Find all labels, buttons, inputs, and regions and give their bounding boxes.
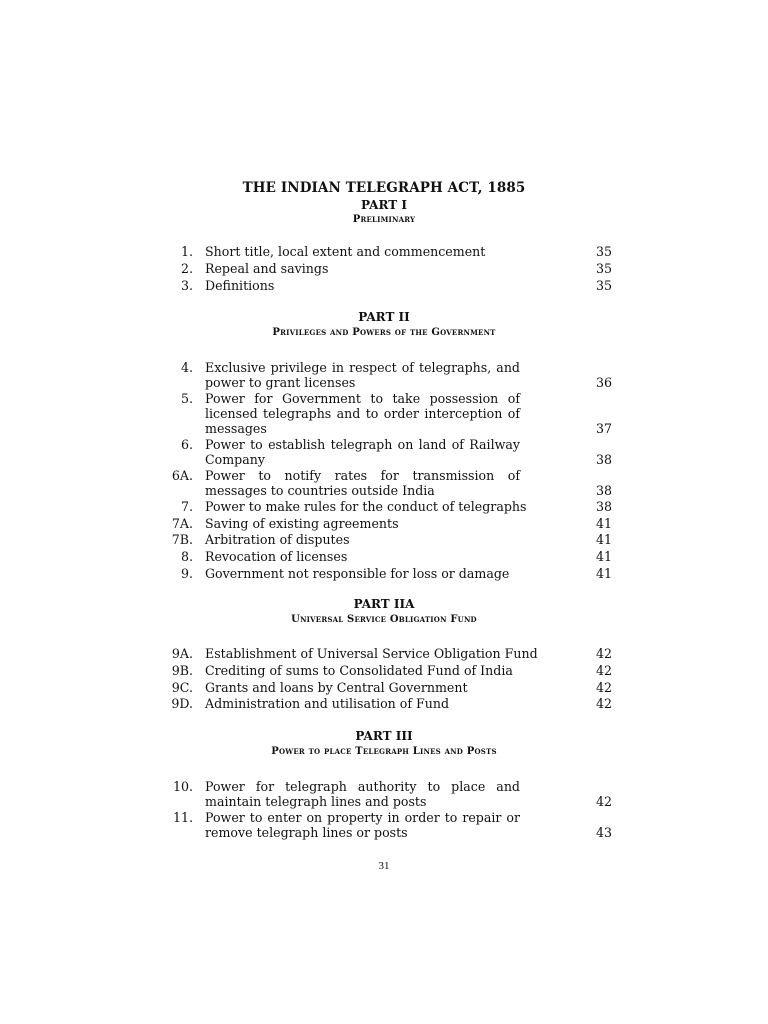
toc-entry: [160, 278, 620, 295]
section-number: 11.: [172, 810, 193, 825]
section-number: 9D.: [171, 696, 193, 711]
section-number: 1.: [180, 244, 193, 259]
page-number: 31: [378, 860, 390, 872]
toc-entry: [160, 696, 620, 713]
section-number: 9.: [180, 566, 193, 581]
section-number: 7.: [180, 499, 193, 514]
page-ref: 43: [595, 825, 612, 840]
section-title: Government not responsible for loss or damage: [205, 566, 510, 581]
toc-entry: [160, 499, 620, 516]
section-number: 2.: [180, 261, 193, 276]
page-ref: 42: [595, 663, 612, 678]
page-ref: 38: [595, 483, 612, 498]
section-title: Power to notify rates for transmission of messages to countries outside India: [205, 468, 520, 498]
toc-entry: [160, 663, 620, 680]
toc-entry: [160, 680, 620, 696]
part-heading: PART IIA: [353, 597, 415, 611]
toc-part-2: [160, 360, 620, 583]
toc-entry: [160, 532, 620, 549]
page-ref: 42: [595, 794, 612, 809]
part-subtitle: Privileges and Powers of the Government: [272, 327, 496, 338]
section-title: Short title, local extent and commencement: [205, 244, 486, 259]
section-title: Power for Government to take possession of licensed telegraphs and to order interception of messages: [205, 391, 520, 436]
section-title: Repeal and savings: [205, 261, 329, 276]
section-title: Crediting of sums to Consolidated Fund of India: [205, 663, 513, 678]
section-title: Power for telegraph authority to place and maintain telegraph lines and posts: [205, 779, 520, 809]
page-ref: 35: [595, 261, 612, 276]
section-title: Exclusive privilege in respect of telegraphs, and power to grant licenses: [205, 360, 520, 390]
toc-entry: [160, 244, 620, 261]
section-number: 6.: [180, 437, 193, 452]
page-ref: 38: [595, 499, 612, 514]
section-number: 3.: [180, 278, 193, 293]
section-title: Power to establish telegraph on land of Railway Company: [205, 437, 520, 467]
toc-entry: [160, 810, 620, 840]
section-number: 5.: [180, 391, 193, 406]
section-title: Revocation of licenses: [205, 549, 348, 564]
toc-entry: [160, 779, 620, 810]
page-ref: 41: [595, 549, 612, 564]
page-ref: 36: [595, 375, 612, 390]
section-title: Arbitration of disputes: [205, 532, 350, 547]
page-ref: 41: [595, 532, 612, 547]
section-title: Definitions: [205, 278, 275, 293]
section-number: 9B.: [171, 663, 193, 678]
toc-entry: [160, 549, 620, 566]
section-title: Administration and utilisation of Fund: [205, 696, 450, 711]
part-subtitle: Universal Service Obligation Fund: [291, 614, 477, 625]
part-heading: PART III: [355, 729, 413, 743]
toc-entry: [160, 360, 620, 390]
section-number: 10.: [172, 779, 193, 794]
toc-entry: [160, 437, 620, 467]
section-title: Establishment of Universal Service Obligation Fund: [205, 646, 538, 661]
section-title: Grants and loans by Central Government: [205, 680, 468, 695]
section-title: Power to make rules for the conduct of telegraphs: [205, 499, 527, 514]
toc-part-3: [160, 779, 620, 840]
page-ref: 38: [595, 452, 612, 467]
toc-entry: [160, 516, 620, 532]
act-title: THE INDIAN TELEGRAPH ACT, 1885: [242, 180, 526, 196]
page-ref: 42: [595, 696, 612, 711]
section-number: 4.: [180, 360, 193, 375]
page-ref: 35: [595, 244, 612, 259]
section-number: 6A.: [171, 468, 193, 483]
page-ref: 41: [595, 566, 612, 581]
section-number: 9C.: [171, 680, 193, 695]
part-heading: PART II: [358, 310, 410, 324]
section-number: 7A.: [171, 516, 193, 531]
page-ref: 35: [595, 278, 612, 293]
page-ref: 42: [595, 646, 612, 661]
page-ref: 41: [595, 516, 612, 531]
page-ref: 37: [595, 421, 612, 436]
toc-part-2a: [160, 646, 620, 713]
toc-entry: [160, 566, 620, 583]
section-number: 8.: [180, 549, 193, 564]
toc-part-1: [160, 244, 620, 295]
toc-entry: [160, 391, 620, 437]
toc-entry: [160, 646, 620, 663]
toc-entry: [160, 261, 620, 278]
part-subtitle: Power to place Telegraph Lines and Posts: [271, 746, 497, 757]
page-ref: 42: [595, 680, 612, 695]
section-title: Saving of existing agreements: [205, 516, 399, 531]
toc-entry: [160, 468, 620, 499]
section-number: 9A.: [171, 646, 193, 661]
part-subtitle: Preliminary: [352, 214, 416, 225]
section-number: 7B.: [171, 532, 193, 547]
part-heading: PART I: [361, 198, 407, 212]
section-title: Power to enter on property in order to repair or remove telegraph lines or posts: [205, 810, 520, 840]
